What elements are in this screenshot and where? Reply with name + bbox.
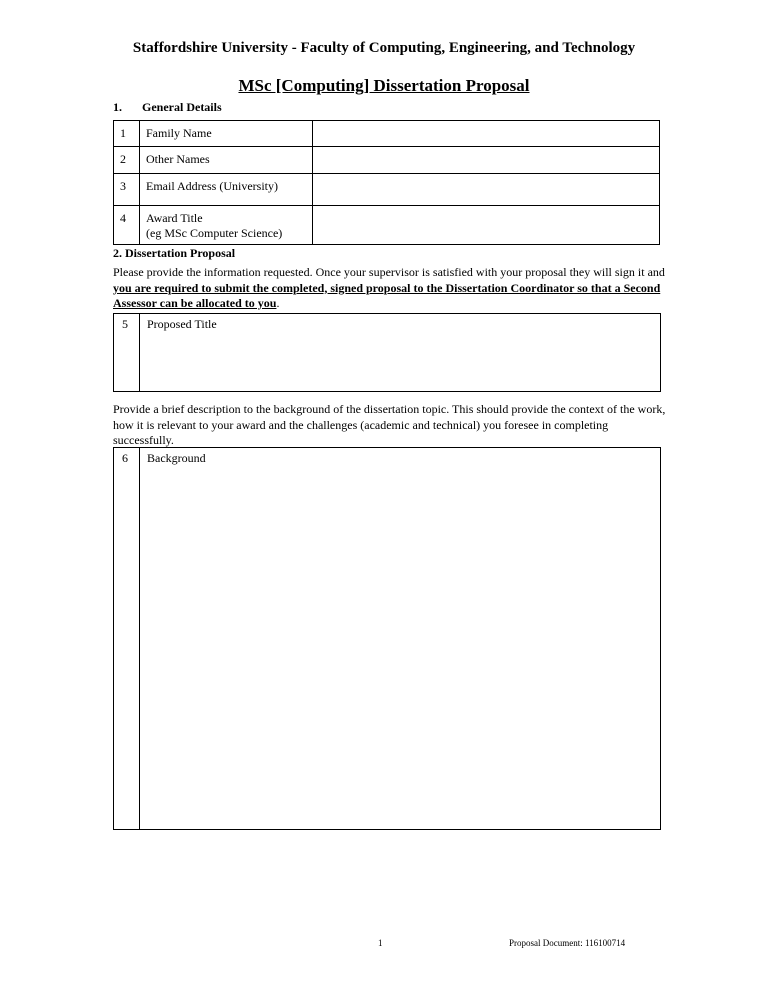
instruction-emphasis: you are required to submit the completed, signed proposal to the Dissertation Coordinator so that a Second Assessor can be allocated to you bbox=[113, 280, 661, 310]
email-field[interactable] bbox=[313, 174, 660, 206]
document-title: MSc [Computing] Dissertation Proposal bbox=[238, 76, 530, 95]
row-number: 4 bbox=[114, 206, 140, 245]
table-row bbox=[114, 206, 660, 245]
row-number: 6 bbox=[122, 451, 128, 465]
award-title-field[interactable] bbox=[313, 206, 660, 245]
proposed-title-label: Proposed Title bbox=[147, 317, 217, 331]
background-label: Background bbox=[147, 451, 206, 465]
institution-header: Staffordshire University - Faculty of Computing, Engineering, and Technology bbox=[132, 40, 636, 56]
section-1-number: 1. bbox=[113, 100, 122, 114]
table-row bbox=[114, 121, 660, 147]
page-number: 1 bbox=[378, 938, 383, 948]
row-number: 5 bbox=[122, 317, 128, 331]
proposal-instructions bbox=[113, 265, 668, 312]
other-names-field[interactable] bbox=[313, 147, 660, 174]
document-id: Proposal Document: 116100714 bbox=[509, 938, 626, 948]
section-2-title: 2. Dissertation Proposal bbox=[113, 246, 236, 260]
email-label: Email Address (University) bbox=[140, 174, 313, 206]
row-number: 1 bbox=[114, 121, 140, 147]
instruction-text: Please provide the information requested. Once your supervisor is satisfied with your proposal they will sign it and bbox=[113, 265, 665, 279]
section-1-title: General Details bbox=[142, 100, 222, 114]
proposed-title-box[interactable] bbox=[113, 313, 661, 392]
background-box[interactable] bbox=[113, 447, 661, 830]
award-title-label-cell bbox=[140, 206, 313, 245]
number-column bbox=[114, 448, 140, 829]
instruction-end: . bbox=[276, 296, 280, 310]
other-names-label: Other Names bbox=[140, 147, 313, 174]
row-number: 2 bbox=[114, 147, 140, 174]
family-name-field[interactable] bbox=[313, 121, 660, 147]
row-number: 3 bbox=[114, 174, 140, 206]
table-row bbox=[114, 147, 660, 174]
family-name-label: Family Name bbox=[140, 121, 313, 147]
table-row bbox=[114, 174, 660, 206]
award-title-example: (eg MSc Computer Science) bbox=[146, 226, 283, 240]
background-instructions: Provide a brief description to the background of the dissertation topic. This should provide the context of the work, how it is relevant to your award and the challenges (academic and technical) you foresee in completing successfully. bbox=[113, 402, 666, 447]
general-details-table bbox=[113, 120, 660, 245]
award-title-label: Award Title bbox=[146, 211, 203, 225]
